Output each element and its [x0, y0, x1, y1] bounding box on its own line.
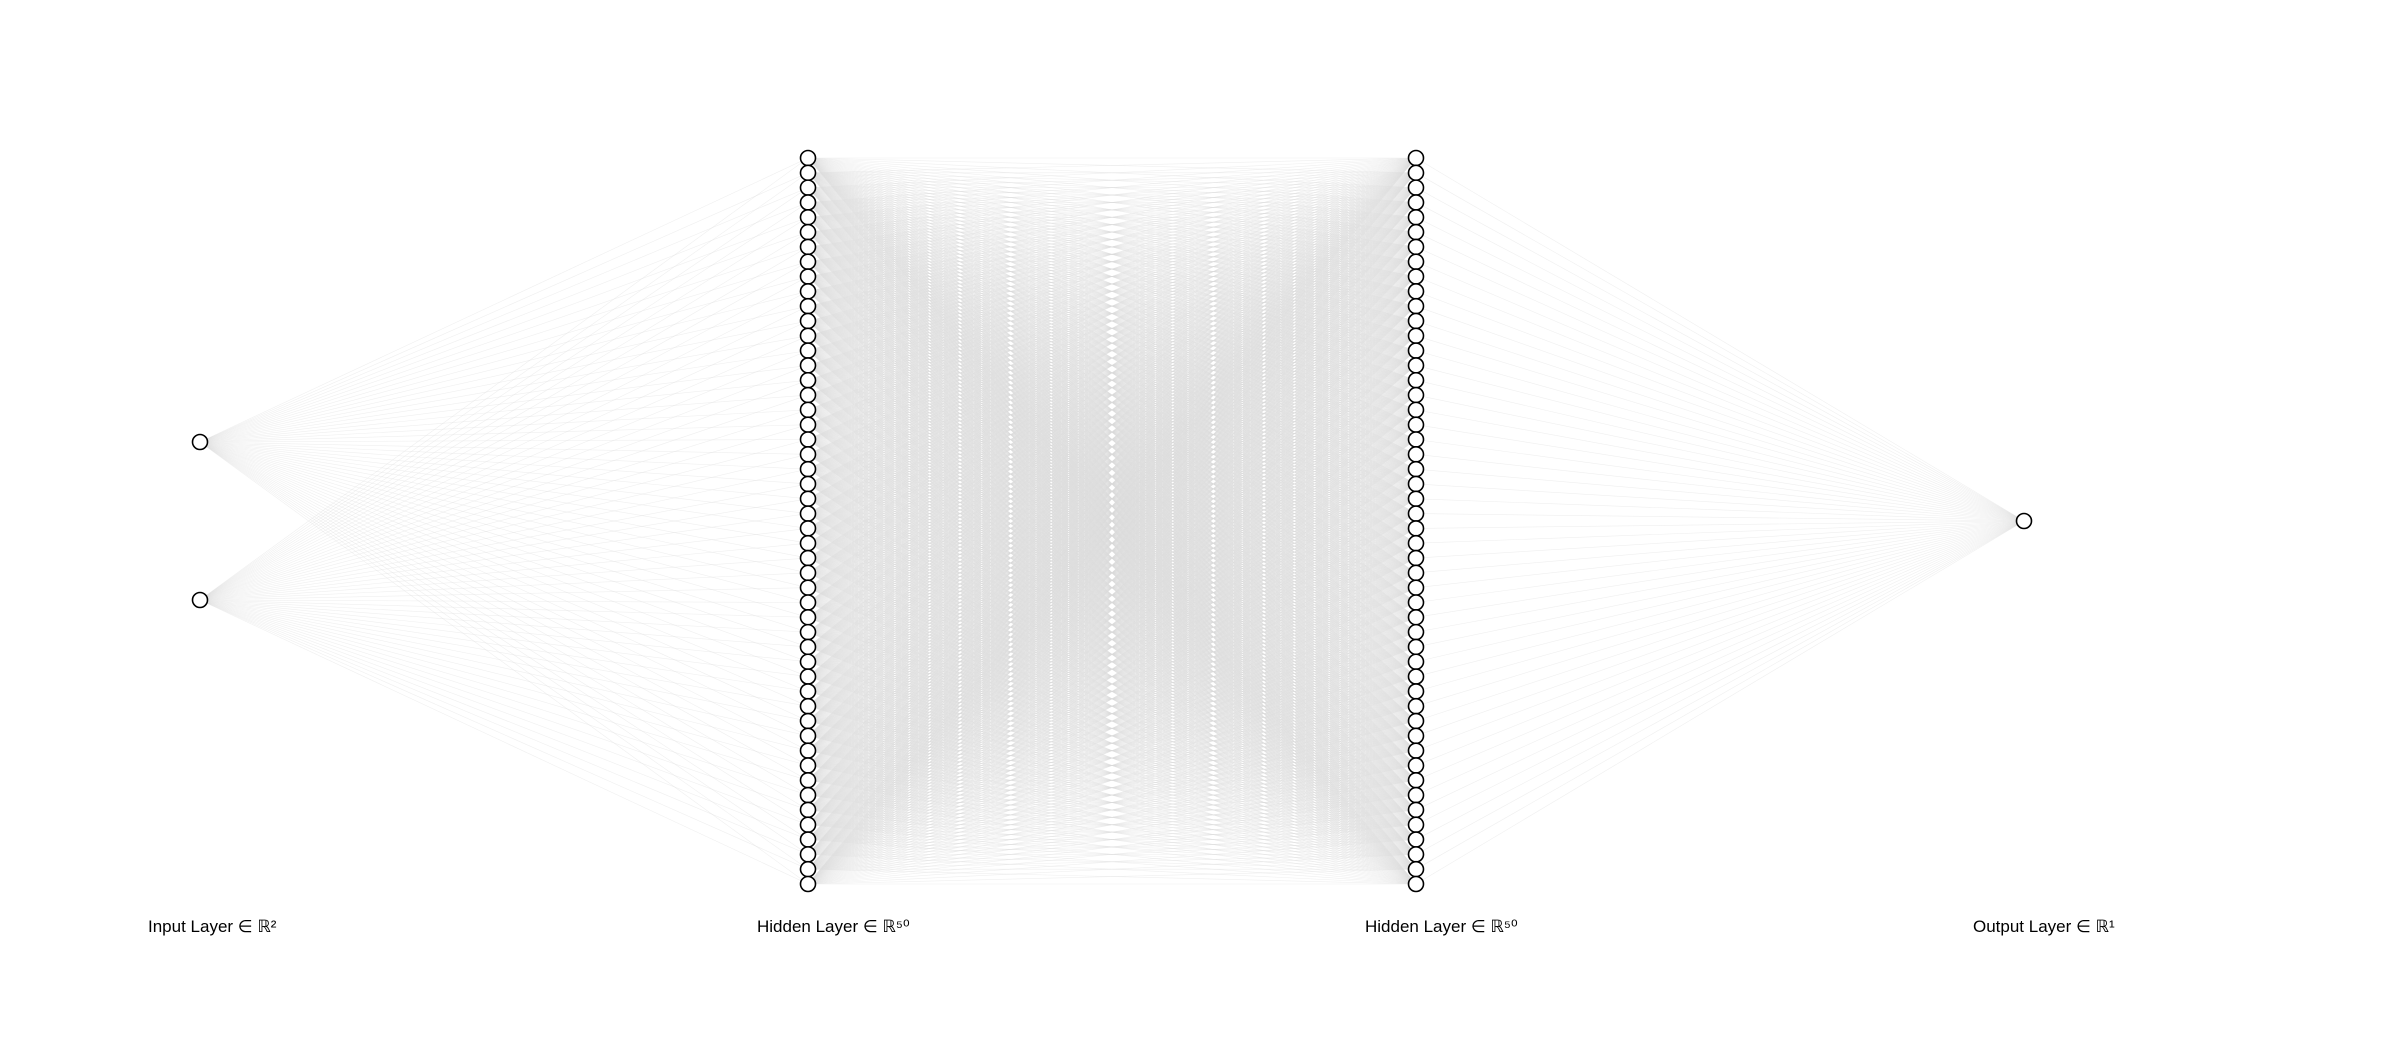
hidden-layer-2-neuron: [1409, 788, 1424, 803]
hidden-layer-2-neuron: [1409, 610, 1424, 625]
hidden-layer-1-neuron: [801, 328, 816, 343]
hidden-layer-1-neuron: [801, 432, 816, 447]
hidden-layer-1-neuron: [801, 254, 816, 269]
hidden-layer-2-neuron: [1409, 284, 1424, 299]
hidden-layer-1-neuron: [801, 151, 816, 166]
hidden-layer-1-neuron: [801, 506, 816, 521]
hidden-layer-2-neuron: [1409, 743, 1424, 758]
connection-line: [200, 600, 808, 869]
hidden-layer-1-neuron: [801, 862, 816, 877]
hidden-layer-2-neuron: [1409, 684, 1424, 699]
connection-line: [200, 442, 808, 810]
connection-line: [200, 442, 808, 869]
hidden-layer-2-neuron: [1409, 565, 1424, 580]
hidden-layer-1-neuron: [801, 195, 816, 210]
hidden-layer-2-neuron: [1409, 595, 1424, 610]
hidden-layer-2-neuron: [1409, 210, 1424, 225]
connection-line: [1416, 521, 2024, 751]
hidden-layer-1-neuron: [801, 491, 816, 506]
connection-line: [1416, 521, 2024, 825]
connection-line: [1416, 521, 2024, 573]
hidden-layer-1-neuron: [801, 639, 816, 654]
hidden-layer-1-neuron: [801, 299, 816, 314]
connection-line: [200, 380, 808, 442]
output-layer-neuron: [2017, 514, 2032, 529]
hidden-layer-1-neuron: [801, 699, 816, 714]
connection-line: [200, 277, 808, 442]
connection-line: [1416, 521, 2024, 558]
input-layer-label: Input Layer ∈ ℝ²: [148, 917, 277, 936]
hidden-layer-2-neuron: [1409, 388, 1424, 403]
connection-line: [200, 247, 808, 442]
hidden-layer-1-neuron: [801, 877, 816, 892]
connection-line: [200, 442, 808, 469]
connection-line: [200, 442, 808, 825]
hidden-layer-1-neuron: [801, 476, 816, 491]
input-layer-neuron: [193, 593, 208, 608]
connection-line: [1416, 291, 2024, 521]
connection-line: [1416, 217, 2024, 521]
hidden-layer-2-neuron: [1409, 491, 1424, 506]
hidden-layer-1-neuron: [801, 832, 816, 847]
connection-line: [200, 600, 808, 795]
hidden-layer-1-neuron: [801, 284, 816, 299]
connection-line: [1416, 521, 2024, 854]
connection-line: [200, 202, 808, 442]
hidden-layer-2-neuron: [1409, 447, 1424, 462]
hidden-layer-1-neuron: [801, 654, 816, 669]
connection-line: [1416, 469, 2024, 521]
connection-line: [200, 600, 808, 617]
hidden-layer-2-neuron: [1409, 462, 1424, 477]
connection-line: [200, 600, 808, 662]
connection-line: [200, 306, 808, 442]
hidden-layer-1-neuron: [801, 462, 816, 477]
hidden-layer-1-label: Hidden Layer ∈ ℝ⁵⁰: [757, 917, 910, 936]
connection-line: [1416, 521, 2024, 736]
connection-line: [200, 173, 808, 600]
input-layer-neuron: [193, 435, 208, 450]
hidden-layer-2-neuron: [1409, 832, 1424, 847]
hidden-layer-2-neuron: [1409, 313, 1424, 328]
hidden-layer-2-neuron: [1409, 758, 1424, 773]
hidden-layer-2-neuron: [1409, 877, 1424, 892]
connection-line: [1416, 321, 2024, 521]
hidden-layer-2-neuron: [1409, 254, 1424, 269]
connection-line: [200, 232, 808, 442]
connection-line: [1416, 521, 2024, 677]
connection-line: [200, 514, 808, 600]
hidden-layer-2-neuron: [1409, 802, 1424, 817]
connection-line: [200, 336, 808, 600]
hidden-layer-1-neuron: [801, 343, 816, 358]
hidden-layer-2-neuron: [1409, 328, 1424, 343]
connection-line: [1416, 521, 2024, 721]
hidden-layer-1-neuron: [801, 239, 816, 254]
hidden-layer-2-neuron: [1409, 862, 1424, 877]
hidden-layer-2-neuron: [1409, 521, 1424, 536]
connection-line: [1416, 173, 2024, 521]
connection-line: [1416, 410, 2024, 521]
connection-line: [1416, 521, 2024, 810]
hidden-layer-2-neuron: [1409, 165, 1424, 180]
hidden-layer-2-neuron: [1409, 432, 1424, 447]
connection-line: [200, 395, 808, 442]
hidden-layer-2-neuron: [1409, 195, 1424, 210]
connection-line: [200, 188, 808, 600]
hidden-layer-1-neuron: [801, 551, 816, 566]
connection-line: [200, 442, 808, 706]
hidden-layer-1-neuron: [801, 758, 816, 773]
hidden-layer-2-neuron: [1409, 180, 1424, 195]
connection-line: [200, 291, 808, 442]
connection-line: [200, 600, 808, 721]
connection-line: [1416, 484, 2024, 521]
hidden-layer-2-neuron: [1409, 343, 1424, 358]
hidden-layer-2-neuron: [1409, 239, 1424, 254]
hidden-layer-2-neuron: [1409, 654, 1424, 669]
hidden-layer-2-neuron: [1409, 699, 1424, 714]
hidden-layer-2-neuron: [1409, 358, 1424, 373]
connection-line: [200, 573, 808, 600]
hidden-layer-2-neuron: [1409, 225, 1424, 240]
connection-line: [1416, 202, 2024, 521]
hidden-layer-1-neuron: [801, 802, 816, 817]
hidden-layer-1-neuron: [801, 536, 816, 551]
connection-line: [200, 442, 808, 854]
output-layer-label: Output Layer ∈ ℝ¹: [1973, 917, 2115, 936]
connection-line: [200, 232, 808, 600]
connection-line: [200, 600, 808, 602]
connection-line: [200, 442, 808, 721]
hidden-layer-1-neuron: [801, 373, 816, 388]
connection-line: [200, 351, 808, 442]
connection-line: [1416, 277, 2024, 521]
connection-line: [200, 600, 808, 810]
connection-line: [1416, 351, 2024, 521]
hidden-layer-1-neuron: [801, 817, 816, 832]
connection-line: [1416, 454, 2024, 521]
connection-line: [1416, 521, 2024, 869]
hidden-layer-2-neuron: [1409, 714, 1424, 729]
connection-line: [1416, 521, 2024, 780]
connection-line: [200, 600, 808, 840]
hidden-layer-2-neuron: [1409, 506, 1424, 521]
hidden-layer-2-neuron: [1409, 373, 1424, 388]
connection-line: [200, 600, 808, 736]
hidden-layer-1-neuron: [801, 269, 816, 284]
hidden-layer-1-neuron: [801, 595, 816, 610]
connection-line: [1416, 521, 2024, 602]
connection-line: [200, 158, 808, 600]
connection-line: [1416, 521, 2024, 840]
connection-line: [1416, 521, 2024, 884]
connection-line: [200, 600, 808, 691]
connection-line: [200, 600, 808, 751]
connection-line: [200, 306, 808, 600]
connection-line: [200, 600, 808, 765]
connection-line: [200, 442, 808, 677]
hidden-layer-1-neuron: [801, 743, 816, 758]
hidden-layer-1-neuron: [801, 402, 816, 417]
hidden-layer-1-neuron: [801, 847, 816, 862]
hidden-layer-2-neuron: [1409, 402, 1424, 417]
hidden-layer-1-neuron: [801, 684, 816, 699]
hidden-layer-2-neuron: [1409, 773, 1424, 788]
connection-line: [200, 425, 808, 600]
connection-line: [200, 440, 808, 442]
connection-line: [1416, 262, 2024, 521]
connection-line: [1416, 521, 2024, 617]
connection-line: [200, 321, 808, 442]
hidden-layer-2-neuron: [1409, 625, 1424, 640]
connection-line: [1416, 521, 2024, 765]
hidden-layer-1-neuron: [801, 714, 816, 729]
hidden-layer-1-neuron: [801, 210, 816, 225]
connection-line: [200, 600, 808, 647]
hidden-layer-2-label: Hidden Layer ∈ ℝ⁵⁰: [1365, 917, 1518, 936]
hidden-layer-2-neuron: [1409, 476, 1424, 491]
connection-line: [1416, 521, 2024, 528]
connection-line: [200, 321, 808, 600]
connection-line: [200, 442, 808, 573]
connection-line: [1416, 336, 2024, 521]
connection-line: [1416, 425, 2024, 521]
hidden-layer-1-neuron: [801, 180, 816, 195]
hidden-layer-1-neuron: [801, 625, 816, 640]
connection-line: [200, 442, 808, 884]
hidden-layer-2-neuron: [1409, 551, 1424, 566]
connection-line: [1416, 514, 2024, 521]
hidden-layer-1-neuron: [801, 610, 816, 625]
connection-line: [1416, 521, 2024, 795]
connection-line: [200, 425, 808, 442]
hidden-layer-1-neuron: [801, 358, 816, 373]
connection-line: [1416, 365, 2024, 521]
hidden-layer-2-neuron: [1409, 417, 1424, 432]
layer-labels-group: [148, 917, 2115, 936]
hidden-layer-1-neuron: [801, 788, 816, 803]
hidden-layer-2-neuron: [1409, 669, 1424, 684]
connection-line: [200, 173, 808, 442]
hidden-layer-2-neuron: [1409, 580, 1424, 595]
hidden-layer-1-neuron: [801, 165, 816, 180]
hidden-layer-1-neuron: [801, 225, 816, 240]
connection-line: [1416, 188, 2024, 521]
connection-line: [200, 442, 808, 691]
hidden-layer-2-neuron: [1409, 299, 1424, 314]
hidden-layer-1-neuron: [801, 565, 816, 580]
hidden-layer-2-neuron: [1409, 269, 1424, 284]
hidden-layer-2-neuron: [1409, 847, 1424, 862]
connection-line: [200, 469, 808, 600]
connection-line: [200, 442, 808, 751]
hidden-layer-1-neuron: [801, 521, 816, 536]
hidden-layer-1-neuron: [801, 313, 816, 328]
connection-line: [200, 442, 808, 528]
connection-line: [1416, 521, 2024, 662]
connection-line: [200, 365, 808, 600]
connection-line: [1416, 521, 2024, 588]
connection-line: [1416, 521, 2024, 632]
connection-line: [1416, 247, 2024, 521]
connection-line: [200, 217, 808, 600]
hidden-layer-1-neuron: [801, 580, 816, 595]
connection-line: [1416, 521, 2024, 691]
hidden-layer-2-neuron: [1409, 536, 1424, 551]
connection-line: [200, 442, 808, 736]
hidden-layer-1-neuron: [801, 773, 816, 788]
connection-line: [1416, 440, 2024, 521]
hidden-layer-1-neuron: [801, 417, 816, 432]
connections-group: [200, 158, 2024, 884]
hidden-layer-1-neuron: [801, 669, 816, 684]
hidden-layer-1-neuron: [801, 447, 816, 462]
hidden-layer-1-neuron: [801, 728, 816, 743]
connection-line: [1416, 306, 2024, 521]
hidden-layer-1-neuron: [801, 388, 816, 403]
hidden-layer-2-neuron: [1409, 817, 1424, 832]
connection-line: [200, 442, 808, 617]
hidden-layer-2-neuron: [1409, 728, 1424, 743]
connection-line: [1416, 158, 2024, 521]
connection-line: [200, 351, 808, 600]
connection-line: [1416, 521, 2024, 706]
hidden-layer-2-neuron: [1409, 151, 1424, 166]
connection-line: [200, 291, 808, 600]
connection-line: [1416, 380, 2024, 521]
connection-line: [1416, 232, 2024, 521]
hidden-layer-2-neuron: [1409, 639, 1424, 654]
